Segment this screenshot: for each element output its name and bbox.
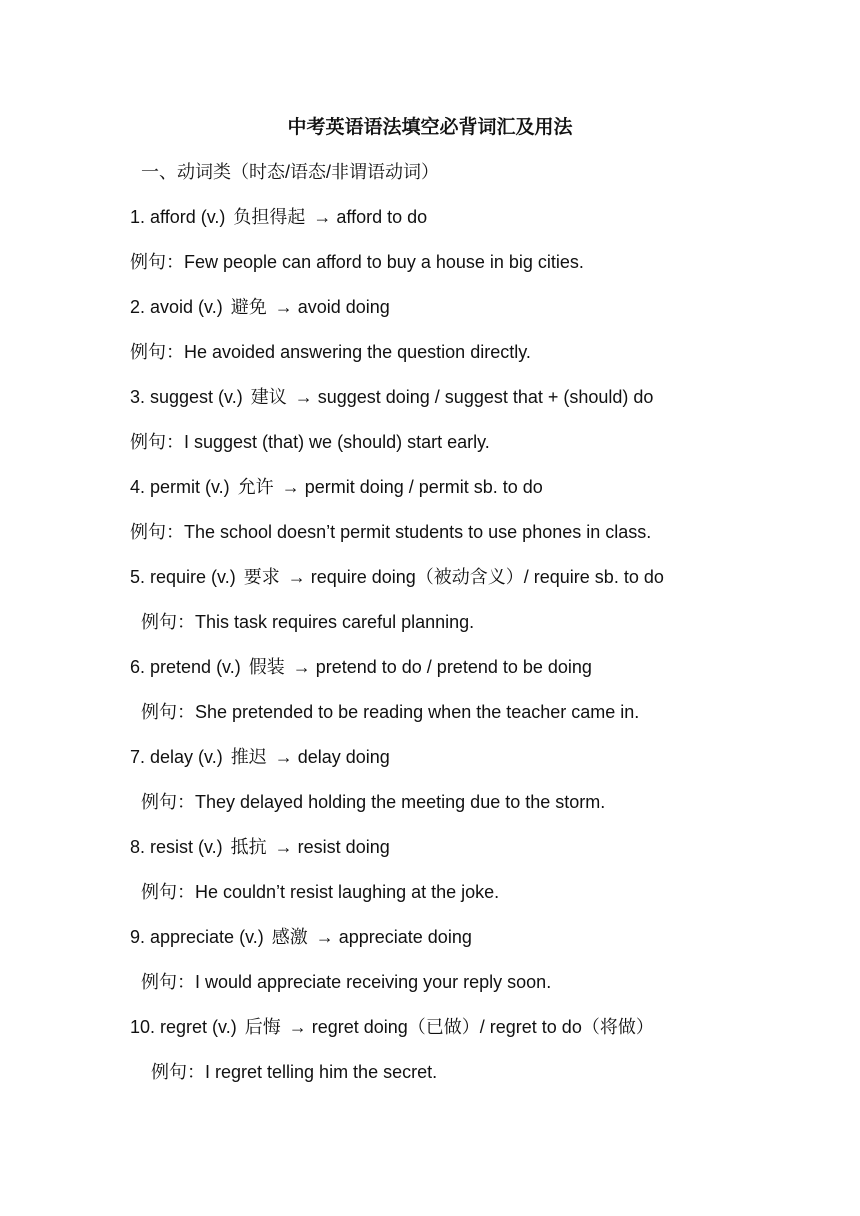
entry-example: Few people can afford to buy a house in big cities.: [184, 252, 584, 272]
section-heading: 一、动词类（时态/语态/非谓语动词）: [141, 162, 440, 182]
entry-term-line: [130, 1013, 654, 1042]
entry-term-line: [130, 833, 390, 862]
entry-term-line: [130, 653, 592, 682]
entry-meaning: 建议: [250, 387, 287, 408]
entry-usage: → regret doing（已做）/ regret to do（将做）: [288, 1017, 654, 1037]
example-prefix: 例句：: [130, 522, 184, 543]
entry-meaning: 避免: [230, 297, 267, 318]
example-prefix: 例句：: [141, 882, 195, 903]
entry-term: 7. delay (v.): [130, 747, 223, 767]
entry-example-line: [130, 248, 584, 277]
entry-example-line: [130, 428, 490, 457]
example-prefix: 例句：: [141, 792, 195, 813]
entry-term: 4. permit (v.): [130, 477, 230, 497]
entry-term: 8. resist (v.): [130, 837, 223, 857]
entry-example: She pretended to be reading when the teacher came in.: [195, 702, 640, 722]
entry-term-line: [130, 923, 472, 952]
entry-usage: → suggest doing / suggest that + (should) do: [294, 387, 654, 407]
entry-example-line: [141, 608, 474, 637]
entry-term: 5. require (v.): [130, 567, 236, 587]
entry-usage: → afford to do: [313, 207, 428, 227]
entry-usage: → resist doing: [274, 837, 390, 857]
entry-usage: → delay doing: [274, 747, 390, 767]
entry-meaning: 推迟: [230, 747, 267, 768]
entry-meaning: 抵抗: [230, 837, 267, 858]
example-prefix: 例句：: [141, 612, 195, 633]
entry-example-line: [141, 698, 639, 727]
example-prefix: 例句：: [130, 342, 184, 363]
entry-meaning: 后悔: [244, 1017, 281, 1038]
example-prefix: 例句：: [151, 1062, 205, 1083]
entry-term: 9. appreciate (v.): [130, 927, 264, 947]
entry-example: This task requires careful planning.: [195, 612, 475, 632]
entry-example-line: [141, 968, 551, 997]
entry-term-line: [130, 743, 390, 772]
entry-example-line: [141, 878, 499, 907]
entry-example: He avoided answering the question directly.: [184, 342, 531, 362]
entry-example: He couldn’t resist laughing at the joke.: [195, 882, 500, 902]
entry-usage: → appreciate doing: [315, 927, 472, 947]
entry-meaning: 感激: [271, 927, 308, 948]
entry-term: 6. pretend (v.): [130, 657, 241, 677]
example-prefix: 例句：: [141, 972, 195, 993]
entry-example-line: [130, 518, 651, 547]
entry-term: 2. avoid (v.): [130, 297, 223, 317]
entry-term-line: [130, 203, 427, 232]
example-prefix: 例句：: [130, 432, 184, 453]
entry-term-line: [130, 473, 543, 502]
entry-term-line: [130, 563, 664, 592]
entry-example-line: [141, 788, 605, 817]
example-prefix: 例句：: [141, 702, 195, 723]
entry-term: 1. afford (v.): [130, 207, 226, 227]
entry-meaning: 负担得起: [233, 207, 306, 228]
entry-example: I would appreciate receiving your reply soon.: [195, 972, 552, 992]
entry-usage: → require doing（被动含义）/ require sb. to do: [287, 567, 664, 587]
entry-usage: → pretend to do / pretend to be doing: [292, 657, 592, 677]
entry-term: 3. suggest (v.): [130, 387, 243, 407]
example-prefix: 例句：: [130, 252, 184, 273]
entry-example: They delayed holding the meeting due to the storm.: [195, 792, 606, 812]
entry-example-line: [130, 338, 531, 367]
entry-meaning: 假装: [248, 657, 285, 678]
entry-term: 10. regret (v.): [130, 1017, 237, 1037]
entry-example: I regret telling him the secret.: [205, 1062, 438, 1082]
entry-example-line: [151, 1058, 437, 1087]
entry-example: I suggest (that) we (should) start early.: [184, 432, 490, 452]
entry-meaning: 允许: [237, 477, 274, 498]
entry-term-line: [130, 383, 653, 412]
document-title: 中考英语语法填空必背词汇及用法: [287, 117, 573, 138]
entry-meaning: 要求: [243, 567, 280, 588]
entry-term-line: [130, 293, 390, 322]
entry-usage: → permit doing / permit sb. to do: [281, 477, 543, 497]
entry-example: The school doesn’t permit students to use phones in class.: [184, 522, 652, 542]
entry-usage: → avoid doing: [274, 297, 390, 317]
